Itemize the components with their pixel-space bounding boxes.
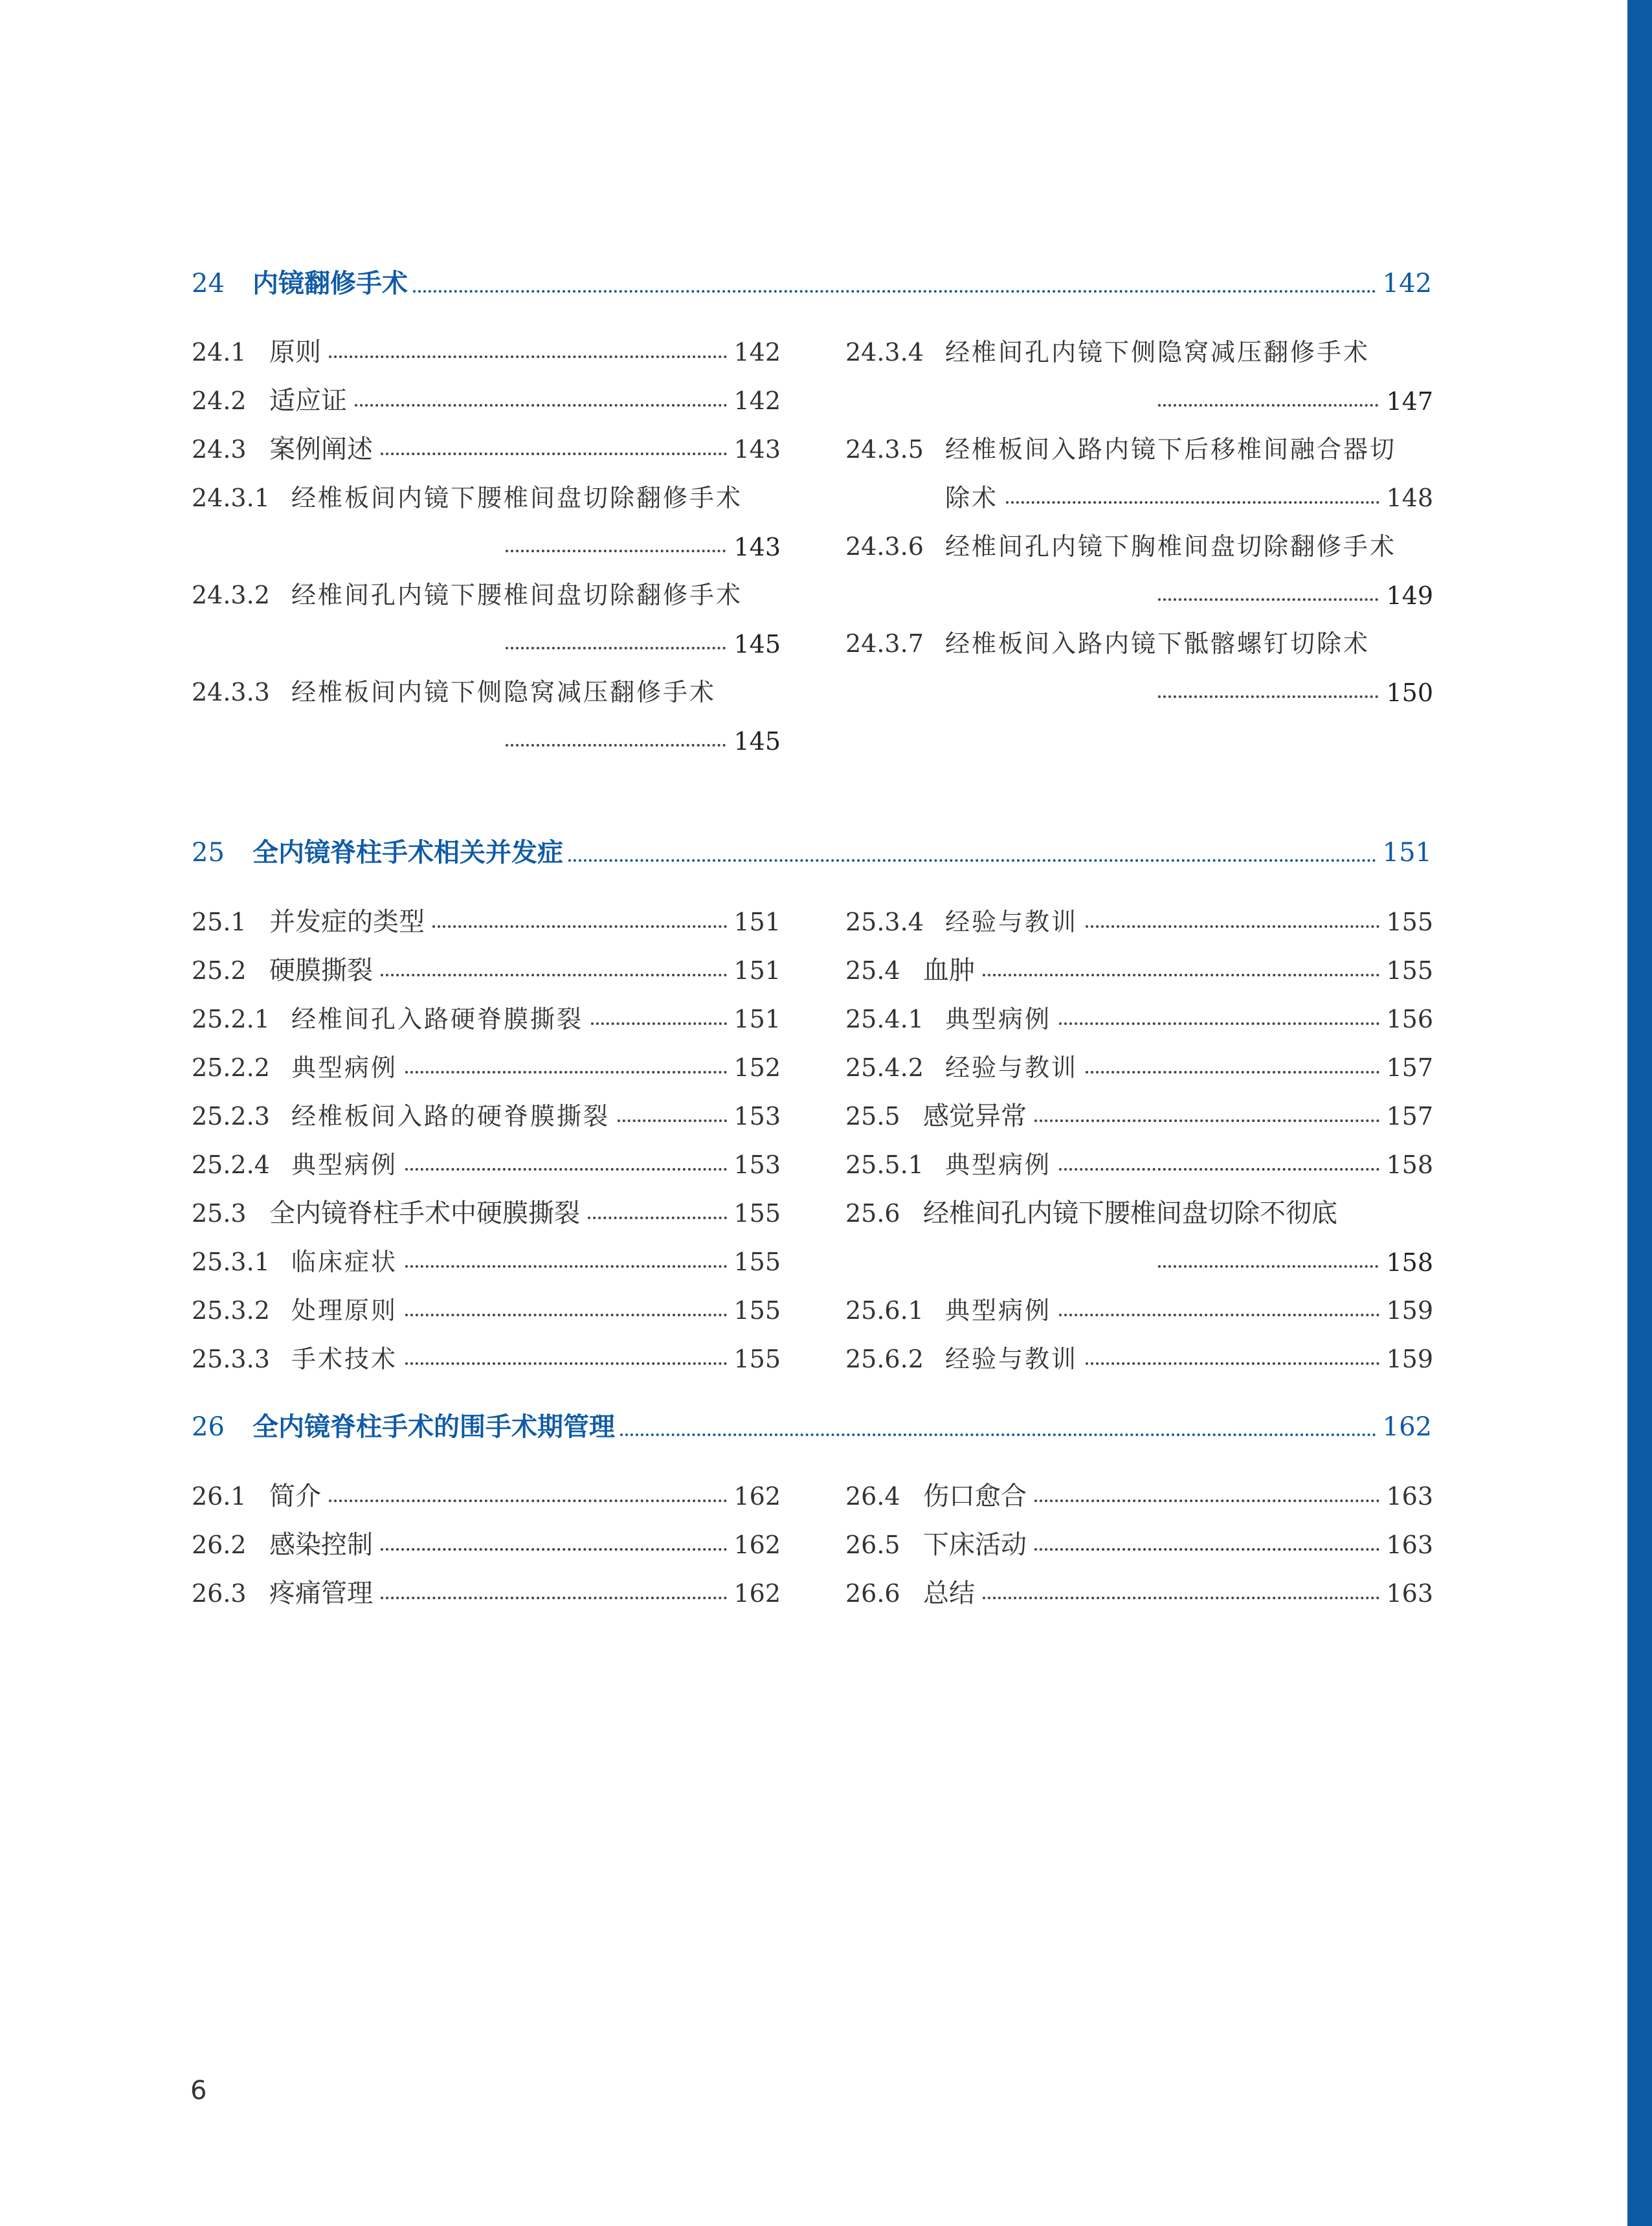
entry-title: 原则 [269, 337, 321, 367]
chapter-title: 内镜翻修手术 [252, 269, 408, 298]
entry-page: 157 [1386, 1102, 1433, 1130]
toc-entry[interactable] [192, 947, 781, 995]
toc-entry[interactable] [845, 1569, 1433, 1618]
toc-entry[interactable] [192, 1472, 781, 1521]
dot-leader [1158, 695, 1378, 698]
entry-page: 142 [733, 387, 781, 415]
entry-title: 案例阐述 [269, 434, 373, 464]
entry-page: 145 [733, 726, 781, 756]
entry-page: 151 [733, 1005, 781, 1033]
entry-number: 25.2.3 [192, 1102, 270, 1130]
toc-entry[interactable] [192, 1044, 781, 1092]
toc-entry[interactable] [845, 995, 1433, 1044]
entry-number: 26.4 [845, 1482, 900, 1511]
toc-entry-continuation[interactable] [192, 523, 781, 571]
dot-leader [1059, 1168, 1379, 1171]
dot-leader [1158, 1265, 1378, 1268]
entry-title: 经椎板间入路内镜下后移椎间融合器切 [945, 435, 1397, 464]
entry-page: 159 [1386, 1296, 1433, 1325]
toc-entry[interactable] [845, 1141, 1433, 1189]
toc-entry[interactable] [845, 898, 1433, 947]
dot-leader [1059, 1022, 1379, 1025]
chapter-24-heading[interactable] [192, 264, 1432, 303]
entry-number: 24.3.3 [192, 678, 270, 706]
dot-leader [506, 647, 726, 649]
entry-number: 25.6.1 [845, 1296, 924, 1325]
entry-page: 158 [1386, 1151, 1433, 1179]
chapter-number: 25 [192, 838, 225, 868]
entry-title: 全内镜脊柱手术中硬膜撕裂 [269, 1198, 580, 1228]
toc-entry[interactable] [845, 1335, 1433, 1384]
toc-entry[interactable] [845, 1189, 1433, 1238]
entry-page: 149 [1386, 581, 1433, 610]
entry-title: 手术技术 [291, 1345, 398, 1373]
dot-leader [432, 925, 727, 928]
entry-title: 典型病例 [291, 1151, 398, 1179]
entry-page: 155 [1386, 956, 1433, 985]
entry-title: 经椎板间入路的硬脊膜撕裂 [291, 1102, 610, 1130]
toc-entry[interactable] [192, 668, 781, 717]
entry-number: 26.6 [845, 1579, 900, 1608]
dot-leader [568, 859, 1376, 862]
dot-leader [355, 404, 727, 407]
entry-title: 经验与教训 [945, 1053, 1078, 1082]
toc-entry[interactable] [192, 1521, 781, 1569]
entry-page: 159 [1386, 1345, 1433, 1373]
entry-title: 简介 [269, 1481, 321, 1511]
entry-number: 24.3.2 [192, 581, 270, 609]
entry-number: 24.3.6 [845, 532, 924, 561]
toc-entry[interactable] [845, 1092, 1433, 1141]
dot-leader [1158, 404, 1378, 407]
dot-leader [1034, 1119, 1379, 1122]
dot-leader [405, 1265, 727, 1268]
entry-title: 临床症状 [291, 1248, 398, 1276]
entry-page: 152 [733, 1053, 781, 1082]
entry-number: 25.3.2 [192, 1296, 270, 1325]
entry-page: 151 [733, 908, 781, 936]
chapter-page: 151 [1382, 838, 1432, 868]
dot-leader [1006, 501, 1379, 504]
entry-title: 下床活动 [923, 1530, 1027, 1560]
dot-leader [983, 1597, 1379, 1599]
entry-number: 25.2.4 [192, 1151, 270, 1179]
dot-leader [983, 974, 1379, 976]
entry-title: 典型病例 [945, 1151, 1052, 1179]
dot-leader [1158, 598, 1378, 601]
entry-title: 感染控制 [269, 1530, 373, 1560]
dot-leader [381, 453, 727, 455]
toc-entry[interactable] [192, 1141, 781, 1189]
entry-number: 25.3.1 [192, 1248, 270, 1276]
entry-page: 155 [733, 1199, 781, 1228]
toc-entry[interactable] [192, 1569, 781, 1618]
entry-number: 24.1 [192, 338, 247, 366]
toc-entry-continuation[interactable] [845, 571, 1433, 620]
dot-leader [1086, 925, 1379, 928]
toc-entry[interactable] [192, 1287, 781, 1335]
entry-title: 经验与教训 [945, 908, 1078, 936]
toc-entry[interactable] [845, 1044, 1433, 1092]
toc-entry[interactable] [192, 1189, 781, 1238]
entry-page: 143 [733, 435, 781, 464]
toc-entry-continuation[interactable] [192, 620, 781, 668]
entry-page: 150 [1386, 678, 1433, 707]
dot-leader [506, 550, 726, 552]
entry-page: 157 [1386, 1053, 1433, 1082]
dot-leader [405, 1362, 727, 1365]
entry-title: 经椎间孔内镜下腰椎间盘切除翻修手术 [291, 581, 743, 609]
entry-number: 26.5 [845, 1531, 900, 1559]
entry-number: 26.2 [192, 1531, 247, 1559]
entry-page: 162 [733, 1531, 781, 1559]
entry-title: 感觉异常 [923, 1101, 1027, 1131]
toc-entry[interactable] [845, 620, 1433, 668]
toc-entry-continuation[interactable] [845, 668, 1433, 717]
entry-title: 经椎间孔内镜下胸椎间盘切除翻修手术 [945, 532, 1397, 561]
entry-page: 155 [733, 1248, 781, 1276]
entry-title: 经验与教训 [945, 1345, 1078, 1373]
entry-number: 25.5 [845, 1102, 900, 1130]
entry-title: 典型病例 [945, 1005, 1052, 1033]
toc-entry[interactable] [845, 1287, 1433, 1335]
entry-number: 25.3.4 [845, 908, 924, 936]
chapter-page: 162 [1382, 1412, 1432, 1442]
entry-page: 153 [733, 1151, 781, 1179]
dot-leader [1059, 1314, 1379, 1316]
entry-title: 经椎板间内镜下腰椎间盘切除翻修手术 [291, 484, 743, 512]
entry-title: 伤口愈合 [923, 1481, 1027, 1511]
entry-title: 典型病例 [945, 1296, 1052, 1325]
entry-page: 147 [1386, 387, 1433, 416]
side-color-bar [1627, 0, 1652, 2226]
entry-title: 典型病例 [291, 1053, 398, 1082]
dot-leader [381, 1597, 727, 1599]
entry-number: 25.1 [192, 908, 247, 936]
entry-page: 155 [1386, 908, 1433, 936]
entry-page: 156 [1386, 1005, 1433, 1033]
entry-page: 162 [733, 1579, 781, 1608]
entry-page: 155 [733, 1345, 781, 1373]
entry-number: 25.6.2 [845, 1345, 924, 1373]
entry-number: 25.2.2 [192, 1053, 270, 1082]
entry-title: 疼痛管理 [269, 1579, 373, 1608]
toc-entry[interactable] [192, 328, 781, 377]
toc-entry[interactable] [845, 425, 1433, 474]
toc-entry[interactable] [192, 1092, 781, 1141]
dot-leader [381, 974, 727, 976]
chapter-number: 24 [192, 269, 225, 298]
entry-number: 25.2 [192, 956, 247, 985]
entry-title: 除术 [945, 484, 999, 512]
entry-number: 25.4 [845, 956, 900, 985]
toc-entry[interactable] [192, 1335, 781, 1384]
toc-entry[interactable] [845, 1521, 1433, 1569]
entry-number: 24.2 [192, 387, 247, 415]
dot-leader [405, 1168, 727, 1171]
entry-page: 145 [733, 629, 781, 658]
chapter-title: 全内镜脊柱手术的围手术期管理 [252, 1412, 615, 1442]
entry-page: 143 [733, 532, 781, 561]
toc-entry-continuation[interactable] [845, 377, 1433, 425]
entry-number: 25.2.1 [192, 1005, 270, 1033]
dot-leader [1086, 1362, 1379, 1365]
dot-leader [405, 1314, 727, 1316]
dot-leader [413, 290, 1376, 293]
entry-title: 经椎间孔入路硬脊膜撕裂 [291, 1005, 584, 1033]
entry-page: 163 [1386, 1482, 1433, 1511]
dot-leader [618, 1119, 727, 1122]
entry-title: 经椎板间入路内镜下骶髂螺钉切除术 [945, 629, 1370, 658]
page-number: 6 [190, 2076, 207, 2106]
dot-leader [620, 1433, 1376, 1436]
entry-number: 24.3.5 [845, 435, 924, 464]
entry-page: 153 [733, 1102, 781, 1130]
toc-entry[interactable] [192, 425, 781, 474]
entry-number: 25.3 [192, 1199, 247, 1228]
entry-number: 25.4.2 [845, 1053, 924, 1082]
entry-page: 151 [733, 956, 781, 985]
entry-number: 26.1 [192, 1482, 247, 1511]
dot-leader [1086, 1071, 1379, 1074]
toc-entry[interactable] [192, 571, 781, 620]
entry-number: 25.6 [845, 1199, 900, 1228]
toc-entry[interactable] [192, 474, 781, 523]
entry-title: 硬膜撕裂 [269, 956, 373, 985]
toc-entry[interactable] [845, 947, 1433, 995]
toc-entry[interactable] [845, 328, 1433, 377]
entry-number: 24.3 [192, 435, 247, 464]
toc-entry-continuation[interactable] [192, 717, 781, 765]
entry-title: 经椎间孔内镜下侧隐窝减压翻修手术 [945, 338, 1370, 366]
dot-leader [329, 355, 727, 358]
toc-entry[interactable] [192, 1238, 781, 1287]
entry-page: 155 [733, 1296, 781, 1325]
entry-page: 142 [733, 338, 781, 366]
toc-entry[interactable] [192, 377, 781, 425]
toc-entry-continuation[interactable] [945, 474, 1433, 523]
dot-leader [588, 1217, 727, 1219]
entry-number: 24.3.1 [192, 484, 270, 512]
entry-title: 血肿 [923, 956, 975, 985]
entry-number: 25.5.1 [845, 1151, 924, 1179]
toc-entry[interactable] [192, 995, 781, 1044]
entry-number: 24.3.7 [845, 629, 924, 658]
chapter-number: 26 [192, 1412, 225, 1442]
entry-page: 158 [1386, 1248, 1433, 1277]
entry-title: 并发症的类型 [269, 907, 425, 937]
entry-number: 24.3.4 [845, 338, 924, 366]
dot-leader [591, 1022, 727, 1025]
dot-leader [1034, 1500, 1379, 1502]
dot-leader [1034, 1548, 1379, 1551]
toc-entry-continuation[interactable] [845, 1238, 1433, 1287]
dot-leader [381, 1548, 727, 1551]
chapter-26-heading[interactable] [192, 1408, 1432, 1446]
entry-number: 26.3 [192, 1579, 247, 1608]
dot-leader [506, 744, 726, 747]
chapter-25-heading[interactable] [192, 833, 1432, 872]
entry-title: 处理原则 [291, 1296, 398, 1325]
entry-number: 25.3.3 [192, 1345, 270, 1373]
entry-number: 25.4.1 [845, 1005, 924, 1033]
chapter-page: 142 [1382, 269, 1432, 298]
entry-page: 163 [1386, 1579, 1433, 1608]
entry-title: 适应证 [269, 386, 347, 416]
entry-page: 162 [733, 1482, 781, 1511]
chapter-title: 全内镜脊柱手术相关并发症 [252, 838, 563, 868]
toc-entry[interactable] [845, 1472, 1433, 1521]
toc-entry[interactable] [192, 898, 781, 947]
entry-title: 经椎板间内镜下侧隐窝减压翻修手术 [291, 678, 717, 706]
dot-leader [405, 1071, 727, 1074]
entry-title: 经椎间孔内镜下腰椎间盘切除不彻底 [923, 1198, 1337, 1228]
entry-page: 148 [1386, 484, 1433, 512]
entry-title: 总结 [923, 1579, 975, 1608]
dot-leader [329, 1500, 727, 1502]
toc-entry[interactable] [845, 523, 1433, 571]
entry-page: 163 [1386, 1531, 1433, 1559]
